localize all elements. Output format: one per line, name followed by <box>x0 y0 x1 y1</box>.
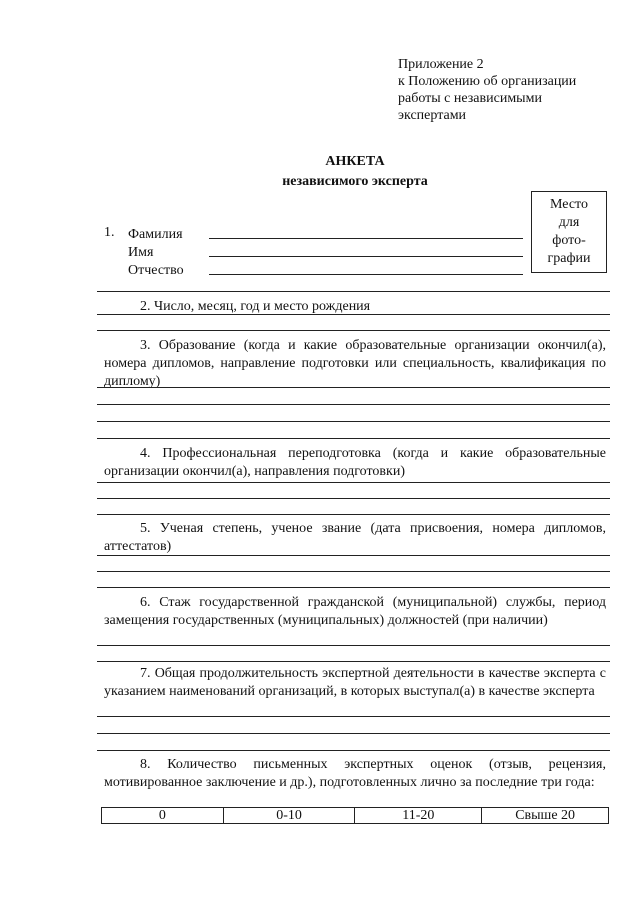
option-cell[interactable]: 11-20 <box>355 808 482 824</box>
answer-line[interactable] <box>97 571 610 572</box>
q1-number: 1. <box>104 225 115 240</box>
q4-label: 4. Профессиональная переподготовка (когда и какие образовательные организации окончил(а), направления подготовки) <box>104 446 606 479</box>
q7-text <box>104 665 606 701</box>
answer-line[interactable] <box>97 387 610 388</box>
option-cell[interactable]: Свыше 20 <box>482 808 609 824</box>
name-label: Имя <box>128 245 154 260</box>
photo-line: Место <box>550 197 588 212</box>
answer-line[interactable] <box>97 404 610 405</box>
patronymic-field-line[interactable] <box>209 274 523 275</box>
photo-line: фото- <box>552 233 586 248</box>
q5-label: 5. Ученая степень, ученое звание (дата присвоения, номера дипломов, аттестатов) <box>104 521 606 554</box>
answer-line[interactable] <box>97 482 610 483</box>
answer-line[interactable] <box>97 716 610 717</box>
answer-line[interactable] <box>97 733 610 734</box>
appendix-line: экспертами <box>398 108 467 123</box>
option-cell[interactable]: 0-10 <box>223 808 355 824</box>
answer-line[interactable] <box>97 587 610 588</box>
name-field-line[interactable] <box>209 256 523 257</box>
photo-placeholder <box>531 191 607 273</box>
q4-text <box>104 445 606 481</box>
appendix-line: Приложение 2 <box>398 57 484 72</box>
q3-label: 3. Образование (когда и какие образовательные организации окончил(а), номера дипломов, направление подготовки или специальность, квалификация по диплому) <box>104 338 606 389</box>
q2-label: 2. Число, месяц, год и место рождения <box>140 299 371 314</box>
q3-text <box>104 337 606 391</box>
answer-line[interactable] <box>97 438 610 439</box>
answer-line[interactable] <box>97 661 610 662</box>
q7-label: 7. Общая продолжительность экспертной деятельности в качестве эксперта с указанием наименований организаций, в которых выступал(а) в качестве эксперта <box>104 666 606 699</box>
patronymic-label: Отчество <box>128 263 184 278</box>
answer-line[interactable] <box>97 555 610 556</box>
answer-line[interactable] <box>97 514 610 515</box>
q8-label: 8. Количество письменных экспертных оценок (отзыв, рецензия, мотивированное заключение и др.), подготовленных лично за последние три года: <box>104 757 606 790</box>
option-cell[interactable]: 0 <box>102 808 224 824</box>
answer-line[interactable] <box>97 330 610 331</box>
form-title: АНКЕТА <box>325 154 385 169</box>
photo-line: для <box>558 215 580 230</box>
surname-label: Фамилия <box>128 227 183 242</box>
appendix-line: работы с независимыми <box>398 91 542 106</box>
answer-line[interactable] <box>97 750 610 751</box>
answer-line[interactable] <box>97 291 610 292</box>
answer-line[interactable] <box>97 314 610 315</box>
q8-options-table <box>101 807 609 824</box>
q8-text <box>104 756 606 792</box>
surname-field-line[interactable] <box>209 238 523 239</box>
answer-line[interactable] <box>97 498 610 499</box>
table-row <box>102 808 609 824</box>
photo-line: графии <box>547 251 591 266</box>
form-subtitle: независимого эксперта <box>282 174 428 189</box>
q6-label: 6. Стаж государственной гражданской (муниципальной) службы, период замещения государственных (муниципальных) должностей (при наличии) <box>104 595 606 628</box>
answer-line[interactable] <box>97 421 610 422</box>
q6-text <box>104 594 606 630</box>
answer-line[interactable] <box>97 645 610 646</box>
appendix-line: к Положению об организации <box>398 74 577 89</box>
appendix-note <box>398 56 576 124</box>
q5-text <box>104 520 606 556</box>
